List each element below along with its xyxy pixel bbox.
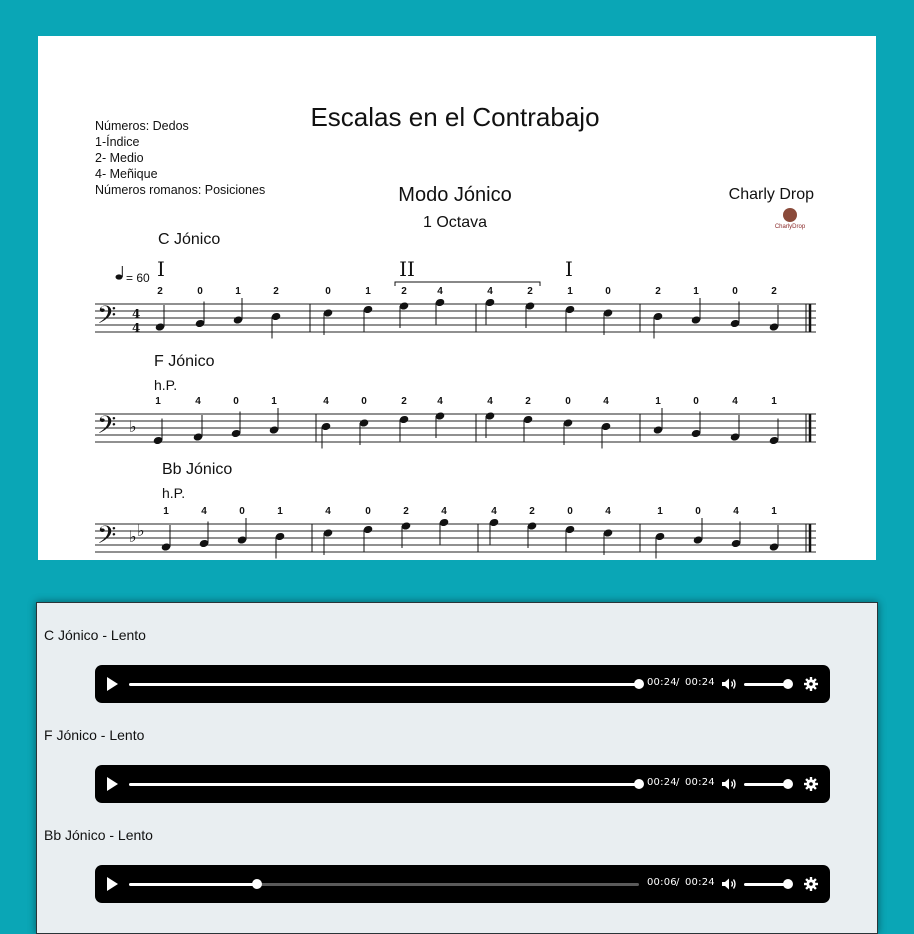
track-label: Bb Jónico - Lento	[44, 827, 153, 843]
fingering-number: 4	[325, 506, 331, 517]
fingering-number: 4	[195, 396, 201, 407]
fingering-number: 0	[693, 396, 699, 407]
fingering-number: 0	[233, 396, 239, 407]
fingering-number: 2	[529, 506, 535, 517]
fingering-number: 4	[487, 396, 493, 407]
fingering-number: 0	[361, 396, 367, 407]
fingering-number: 1	[277, 506, 283, 517]
fingering-number: 0	[365, 506, 371, 517]
author-name: Charly Drop	[728, 186, 814, 203]
volume-slider[interactable]	[744, 683, 788, 686]
audio-player[interactable]	[95, 765, 830, 803]
flat-icon: ♭	[129, 417, 137, 436]
hand-position-label: h.P.	[154, 377, 178, 393]
bass-clef-icon: 𝄢	[97, 411, 117, 446]
position-numeral: I	[565, 257, 573, 281]
gear-icon[interactable]	[803, 676, 819, 692]
fingering-number: 4	[603, 396, 609, 407]
bass-clef-icon: 𝄢	[97, 521, 117, 556]
volume-handle[interactable]	[783, 879, 793, 889]
position-bracket	[395, 282, 540, 286]
legend-line: Números: Dedos	[95, 119, 189, 133]
fingering-number: 0	[197, 286, 203, 297]
fingering-number: 2	[771, 286, 777, 297]
fingering-number: 2	[401, 286, 407, 297]
time-separator: /	[676, 877, 680, 888]
fingering-number: 2	[273, 286, 279, 297]
time-signature-bottom: 4	[132, 321, 141, 335]
fingering-number: 1	[771, 396, 777, 407]
fingering-number: 4	[201, 506, 207, 517]
seek-bar-progress[interactable]	[129, 883, 257, 886]
legend-line: 4- Meñique	[95, 167, 158, 181]
fingering-number: 0	[695, 506, 701, 517]
volume-slider[interactable]	[744, 883, 788, 886]
fingering-number: 0	[732, 286, 738, 297]
fingering-number: 1	[655, 396, 661, 407]
tempo-note-icon	[116, 274, 123, 279]
audio-panel	[36, 602, 878, 934]
time-separator: /	[676, 777, 680, 788]
track-label: C Jónico - Lento	[44, 627, 146, 643]
fingering-number: 2	[527, 286, 533, 297]
gear-icon[interactable]	[803, 776, 819, 792]
fingering-number: 1	[271, 396, 277, 407]
fingering-number: 2	[525, 396, 531, 407]
fingering-number: 4	[441, 506, 447, 517]
current-time: 00:06	[647, 877, 677, 888]
fingering-number: 4	[491, 506, 497, 517]
duration-time: 00:24	[685, 877, 715, 888]
tempo-mark: = 60	[126, 271, 150, 285]
author-logo	[783, 208, 797, 222]
fingering-number: 2	[157, 286, 163, 297]
position-numeral: II	[399, 257, 415, 281]
seek-bar-progress[interactable]	[129, 783, 639, 786]
flat-icon: ♭	[137, 521, 145, 540]
fingering-number: 4	[323, 396, 329, 407]
volume-slider[interactable]	[744, 783, 788, 786]
fingering-number: 1	[693, 286, 699, 297]
volume-icon[interactable]	[721, 777, 737, 791]
author-logo-text: CharlyDrop	[774, 224, 806, 230]
volume-icon[interactable]	[721, 877, 737, 891]
legend-line: Números romanos: Posiciones	[95, 183, 266, 197]
bass-clef-icon: 𝄢	[97, 301, 117, 336]
seek-bar-handle[interactable]	[252, 879, 262, 889]
sheet-music-image	[38, 36, 876, 560]
position-numeral: I	[157, 257, 165, 281]
fingering-number: 4	[437, 286, 443, 297]
fingering-number: 1	[657, 506, 663, 517]
current-time: 00:24	[647, 777, 677, 788]
flat-icon: ♭	[129, 527, 137, 546]
fingering-number: 2	[655, 286, 661, 297]
legend-line: 2- Medio	[95, 151, 144, 165]
scale-name: Bb Jónico	[162, 461, 233, 478]
fingering-number: 4	[437, 396, 443, 407]
fingering-number: 1	[771, 506, 777, 517]
fingering-number: 1	[365, 286, 371, 297]
seek-bar-progress[interactable]	[129, 683, 639, 686]
volume-handle[interactable]	[783, 679, 793, 689]
play-icon[interactable]	[107, 677, 118, 691]
fingering-number: 4	[605, 506, 611, 517]
volume-handle[interactable]	[783, 779, 793, 789]
audio-player[interactable]	[95, 865, 830, 903]
legend-line: 1-Índice	[95, 135, 140, 149]
fingering-number: 0	[239, 506, 245, 517]
sheet-title: Escalas en el Contrabajo	[310, 102, 600, 132]
current-time: 00:24	[647, 677, 677, 688]
fingering-number: 1	[567, 286, 573, 297]
fingering-number: 1	[163, 506, 169, 517]
play-icon[interactable]	[107, 777, 118, 791]
seek-bar-handle[interactable]	[634, 779, 644, 789]
mode-title: Modo Jónico	[398, 184, 512, 206]
gear-icon[interactable]	[803, 876, 819, 892]
fingering-number: 4	[733, 506, 739, 517]
fingering-number: 1	[155, 396, 161, 407]
fingering-number: 0	[565, 396, 571, 407]
seek-bar-track[interactable]	[257, 883, 639, 886]
scale-name: C Jónico	[158, 231, 221, 248]
score-svg	[38, 36, 876, 560]
volume-icon[interactable]	[721, 677, 737, 691]
scale-name: F Jónico	[154, 353, 215, 370]
hand-position-label: h.P.	[162, 485, 186, 501]
fingering-number: 4	[487, 286, 493, 297]
duration-time: 00:24	[685, 777, 715, 788]
fingering-number: 4	[732, 396, 738, 407]
time-signature-top: 4	[132, 307, 141, 321]
octave-subtitle: 1 Octava	[422, 214, 488, 231]
fingering-number: 2	[401, 396, 407, 407]
time-separator: /	[676, 677, 680, 688]
fingering-number: 0	[605, 286, 611, 297]
audio-player[interactable]	[95, 665, 830, 703]
fingering-number: 1	[235, 286, 241, 297]
fingering-number: 0	[325, 286, 331, 297]
play-icon[interactable]	[107, 877, 118, 891]
seek-bar-handle[interactable]	[634, 679, 644, 689]
track-label: F Jónico - Lento	[44, 727, 145, 743]
duration-time: 00:24	[685, 677, 715, 688]
fingering-number: 2	[403, 506, 409, 517]
fingering-number: 0	[567, 506, 573, 517]
